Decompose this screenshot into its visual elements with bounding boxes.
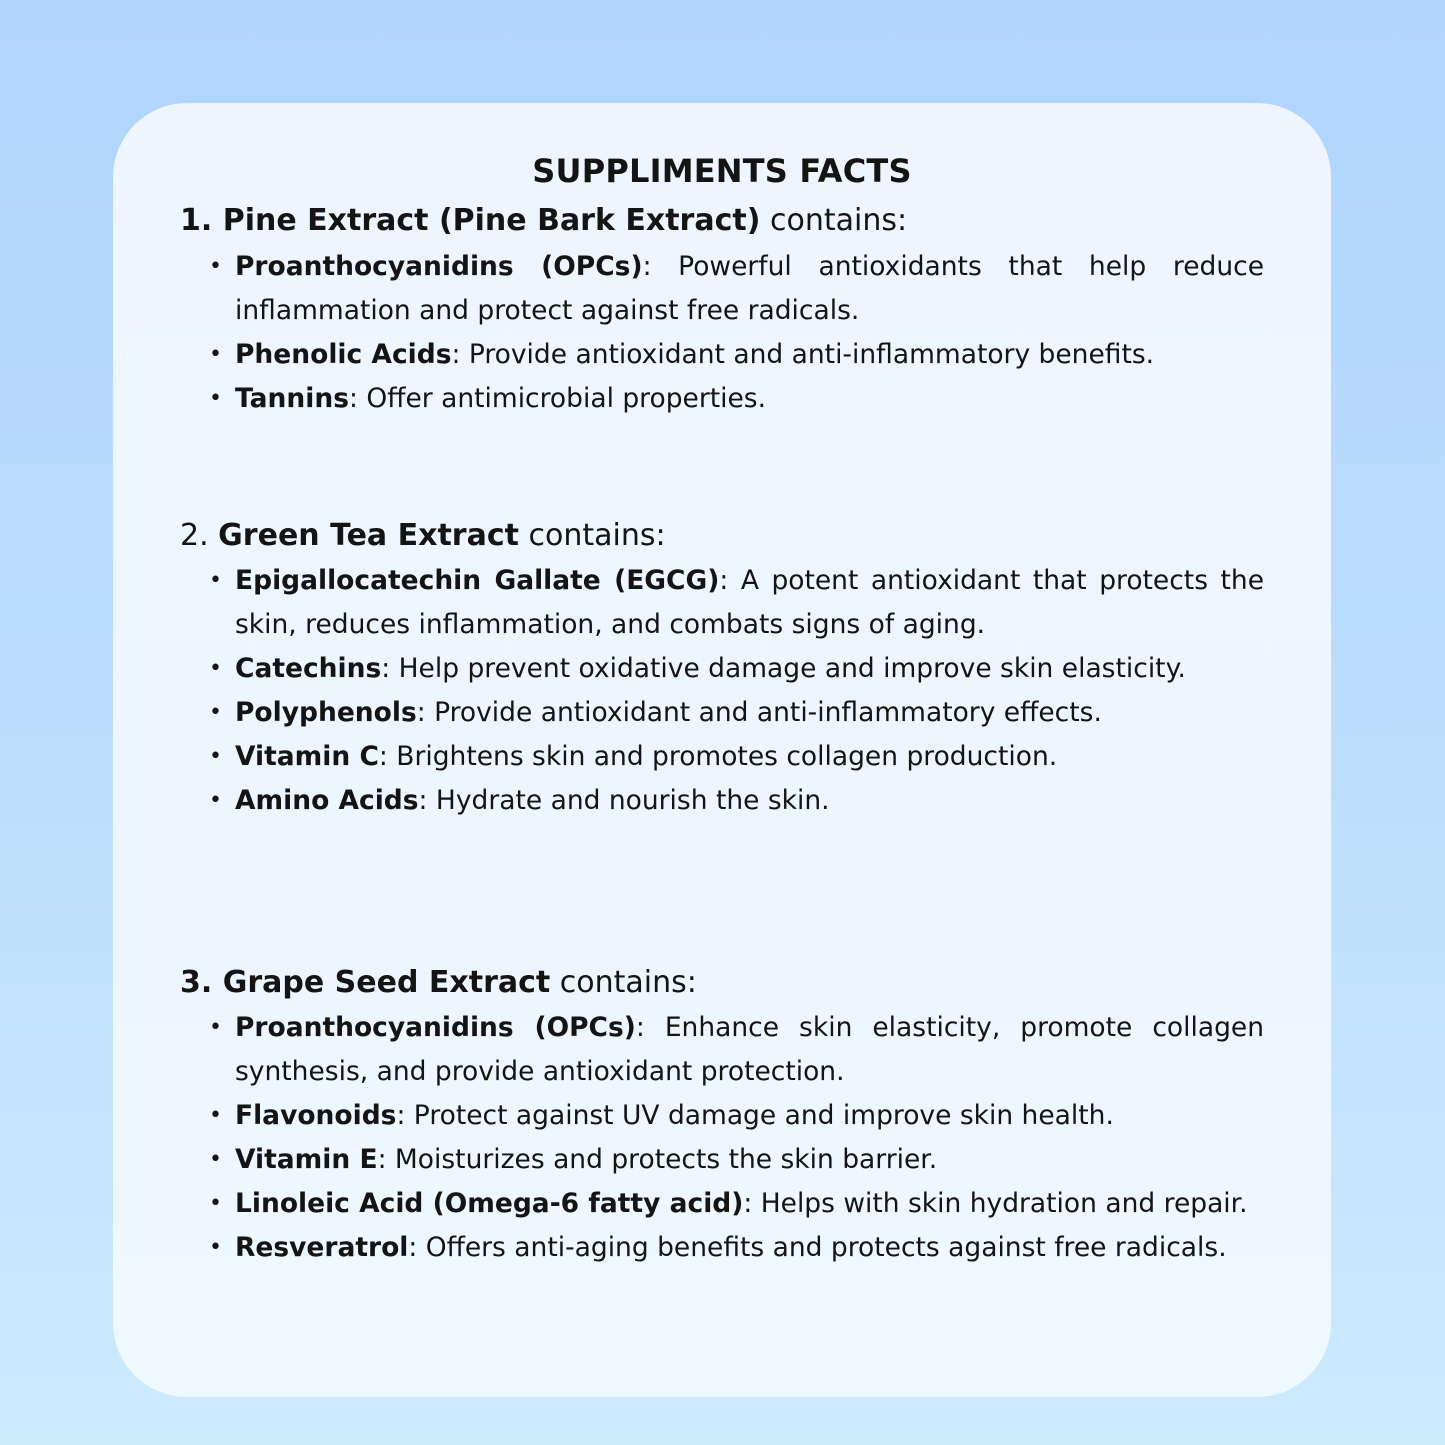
section-number: 3. xyxy=(180,965,213,1000)
bullet-icon: • xyxy=(209,1191,222,1216)
bullet-icon: • xyxy=(209,342,222,367)
bullet-icon: • xyxy=(209,1147,222,1172)
bullet-icon: • xyxy=(209,656,222,681)
page-title: SUPPLIMENTS FACTS xyxy=(532,152,912,190)
bullet-icon: • xyxy=(209,744,222,769)
bullet-icon: • xyxy=(209,1103,222,1128)
bullet-icon: • xyxy=(209,568,222,593)
section-suffix: contains: xyxy=(559,965,697,1000)
list-item: • Polyphenols: Provide antioxidant and anti-inflammatory effects. xyxy=(113,691,1331,735)
bullet-icon: • xyxy=(209,1235,222,1260)
green-tea-ingredient-list xyxy=(113,559,1331,823)
list-item: • Flavonoids: Protect against UV damage and improve skin health. xyxy=(113,1094,1331,1138)
bullet-icon: • xyxy=(209,700,222,725)
section-suffix: contains: xyxy=(769,203,908,238)
list-item: • Amino Acids: Hydrate and nourish the skin. xyxy=(113,779,1331,823)
bullet-icon: • xyxy=(209,1015,222,1040)
list-item: • Phenolic Acids: Provide antioxidant and anti-inflammatory benefits. xyxy=(113,333,1331,377)
pine-ingredient-list xyxy=(113,245,1331,421)
bullet-icon: • xyxy=(209,386,222,411)
list-item: • Catechins: Help prevent oxidative damage and improve skin elasticity. xyxy=(113,647,1331,691)
section-heading-pine xyxy=(180,199,907,243)
section-name: Grape Seed Extract xyxy=(222,965,551,1000)
list-item: • Vitamin C: Brightens skin and promotes collagen production. xyxy=(113,735,1331,779)
list-item: • Tannins: Offer antimicrobial properties. xyxy=(113,377,1331,421)
section-heading-grape-seed xyxy=(180,961,697,1005)
section-suffix: contains: xyxy=(528,518,666,553)
grape-seed-ingredient-list xyxy=(113,1006,1331,1270)
bullet-icon: • xyxy=(209,254,222,279)
list-item: • Proanthocyanidins (OPCs): Enhance skin elasticity, promote collagen synthesis, and provide antioxidant protection. xyxy=(113,1006,1331,1094)
facts-card xyxy=(113,103,1331,1397)
list-item: • Proanthocyanidins (OPCs): Powerful antioxidants that help reduce inflammation and protect against free radicals. xyxy=(113,245,1331,333)
list-item: • Linoleic Acid (Omega-6 fatty acid): Helps with skin hydration and repair. xyxy=(113,1182,1331,1226)
bullet-icon: • xyxy=(209,788,222,813)
section-number: 1. xyxy=(180,203,213,238)
section-name: Pine Extract (Pine Bark Extract) xyxy=(222,203,761,238)
list-item: • Resveratrol: Offers anti-aging benefits and protects against free radicals. xyxy=(113,1226,1331,1270)
section-heading-green-tea xyxy=(180,514,666,558)
section-number: 2. xyxy=(180,518,209,553)
section-name: Green Tea Extract xyxy=(218,518,519,553)
list-item: • Vitamin E: Moisturizes and protects the skin barrier. xyxy=(113,1138,1331,1182)
list-item: • Epigallocatechin Gallate (EGCG): A potent antioxidant that protects the skin, reduces inflammation, and combats signs of aging. xyxy=(113,559,1331,647)
